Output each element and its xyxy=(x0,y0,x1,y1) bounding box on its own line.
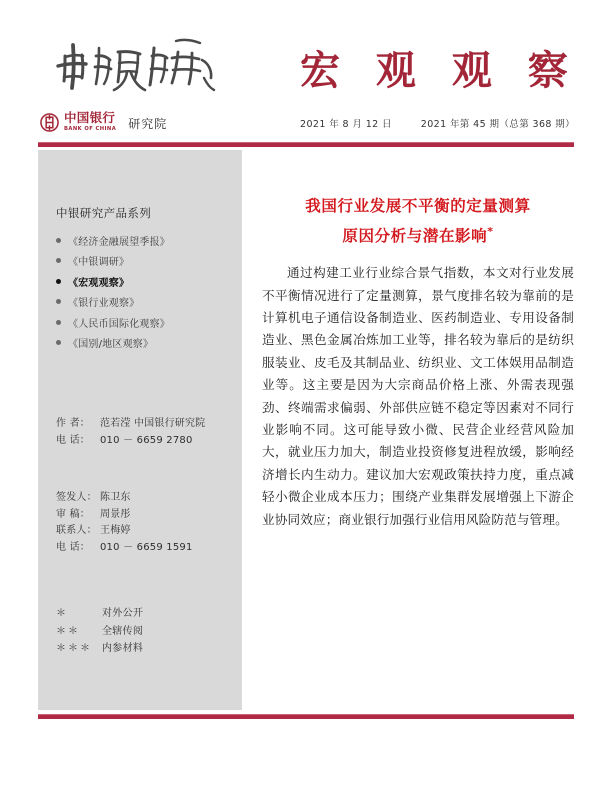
bullet-icon xyxy=(56,299,61,304)
series-label: 《银行业观察》 xyxy=(68,298,140,310)
masthead xyxy=(0,0,612,145)
bullet-icon xyxy=(56,279,61,284)
credit-row-reviewer xyxy=(56,507,193,524)
article-main xyxy=(262,150,574,531)
credit-row-author-phone xyxy=(56,433,205,450)
title-footnote-marker: * xyxy=(487,225,494,238)
credit-key: 审 稿： xyxy=(56,508,90,520)
credit-value: 010 － 6659 1591 xyxy=(100,541,193,553)
sidebar-item-country-region-observation[interactable] xyxy=(56,333,170,354)
bullet-icon xyxy=(56,320,61,325)
legend-row-public xyxy=(56,605,143,623)
institute-label: 研究院 xyxy=(128,116,168,131)
series-label: 《国别/地区观察》 xyxy=(68,339,154,351)
article-title-line-2-text: 原因分析与潜在影响 xyxy=(342,227,488,246)
legend-row-restricted xyxy=(56,640,143,658)
publication-title: 宏 观 观 察 xyxy=(300,47,579,94)
credit-value: 陈卫东 xyxy=(100,492,131,503)
boc-emblem-icon xyxy=(40,113,59,132)
credit-key: 联系人： xyxy=(56,525,97,536)
sidebar-content xyxy=(56,150,236,710)
series-label: 《人民币国际化观察》 xyxy=(68,318,170,330)
credit-row-issuer xyxy=(56,490,193,507)
article-abstract: 通过构建工业行业综合景气指数，本文对行业发展不平衡情况进行了定量测算，景气度排名较为靠前的是计算机电子通信设备制造业、医药制造业、专用设备制造业、黑色金属冶炼加工业等，排名较为靠后的是纺织服装业、皮毛及其制品业、纺织业、文工体娱用品制造业等。这主要是因为大宗商品价格上涨、外需表现强劲、终端需求偏弱、外部供应链不稳定等因素对不同行业影响不同。这可能导致小微、民营企业经营风险加大，就业压力加大，制造业投资修复进程放缓，影响经济增长内生动力。建议加大宏观政策扶持力度，重点减轻小微企业成本压力；围绕产业集群发展增强上下游企业协同效应；商业银行加强行业信用风险防范与管理。 xyxy=(262,265,574,527)
article-title xyxy=(262,150,574,249)
credit-value: 王梅婷 xyxy=(100,525,131,536)
sidebar-item-rmb-internationalization[interactable] xyxy=(56,312,170,333)
credit-key: 电 话： xyxy=(56,541,90,553)
boc-name-cn: 中国银行 xyxy=(64,110,116,126)
legend-mark: ＊＊ xyxy=(56,625,80,637)
sidebar-item-boc-research[interactable] xyxy=(56,251,170,272)
credit-row-contact-phone xyxy=(56,540,193,557)
credit-key: 作 者： xyxy=(56,418,90,429)
series-heading: 中银研究产品系列 xyxy=(56,206,152,220)
credit-value: 010 － 6659 2780 xyxy=(100,434,193,446)
author-credits xyxy=(56,416,205,449)
boc-wordmark xyxy=(64,112,116,132)
issue-date: 2021 年 8 月 12 日 xyxy=(300,119,392,130)
series-label: 《经济金融展望季报》 xyxy=(68,236,170,248)
legend-row-internal-circulation xyxy=(56,623,143,641)
issue-meta xyxy=(300,116,575,130)
legend-mark: ＊＊＊ xyxy=(56,643,92,654)
sidebar-panel xyxy=(38,150,242,710)
header-divider-rule xyxy=(38,142,574,147)
bullet-icon xyxy=(56,238,61,243)
sidebar-item-macro-observation[interactable] xyxy=(56,271,170,292)
series-label: 《宏观观察》 xyxy=(68,277,130,289)
article-title-line-2 xyxy=(262,219,574,249)
legend-mark: ＊ xyxy=(56,608,68,619)
issue-number: 2021 年第 45 期（总第 368 期） xyxy=(420,119,576,130)
boc-name-en: BANK OF CHINA xyxy=(64,125,117,132)
bullet-icon xyxy=(56,258,61,263)
footer-divider-rule xyxy=(38,714,574,719)
legend-text: 内参材料 xyxy=(102,643,144,654)
credit-key: 电 话： xyxy=(56,434,90,446)
editorial-credits xyxy=(56,490,193,556)
brand-calligraphy-logo xyxy=(52,36,217,94)
credit-value: 范若滢 中国银行研究院 xyxy=(100,418,206,429)
legend-text: 对外公开 xyxy=(102,608,144,619)
legend-text: 全辖传阅 xyxy=(102,625,144,637)
sidebar-item-quarterly-outlook[interactable] xyxy=(56,230,170,251)
sidebar-item-banking-observation[interactable] xyxy=(56,292,170,313)
product-series-list xyxy=(56,230,170,353)
bank-of-china-logo xyxy=(40,110,167,134)
series-label: 《中银调研》 xyxy=(68,257,130,269)
distribution-legend xyxy=(56,605,143,658)
credit-row-author xyxy=(56,416,205,433)
article-title-line-1: 我国行业发展不平衡的定量测算 xyxy=(305,197,531,215)
credit-value: 周景彤 xyxy=(100,508,131,520)
bullet-icon xyxy=(56,340,61,345)
credit-key: 签发人： xyxy=(56,492,97,503)
credit-row-contact xyxy=(56,523,193,540)
